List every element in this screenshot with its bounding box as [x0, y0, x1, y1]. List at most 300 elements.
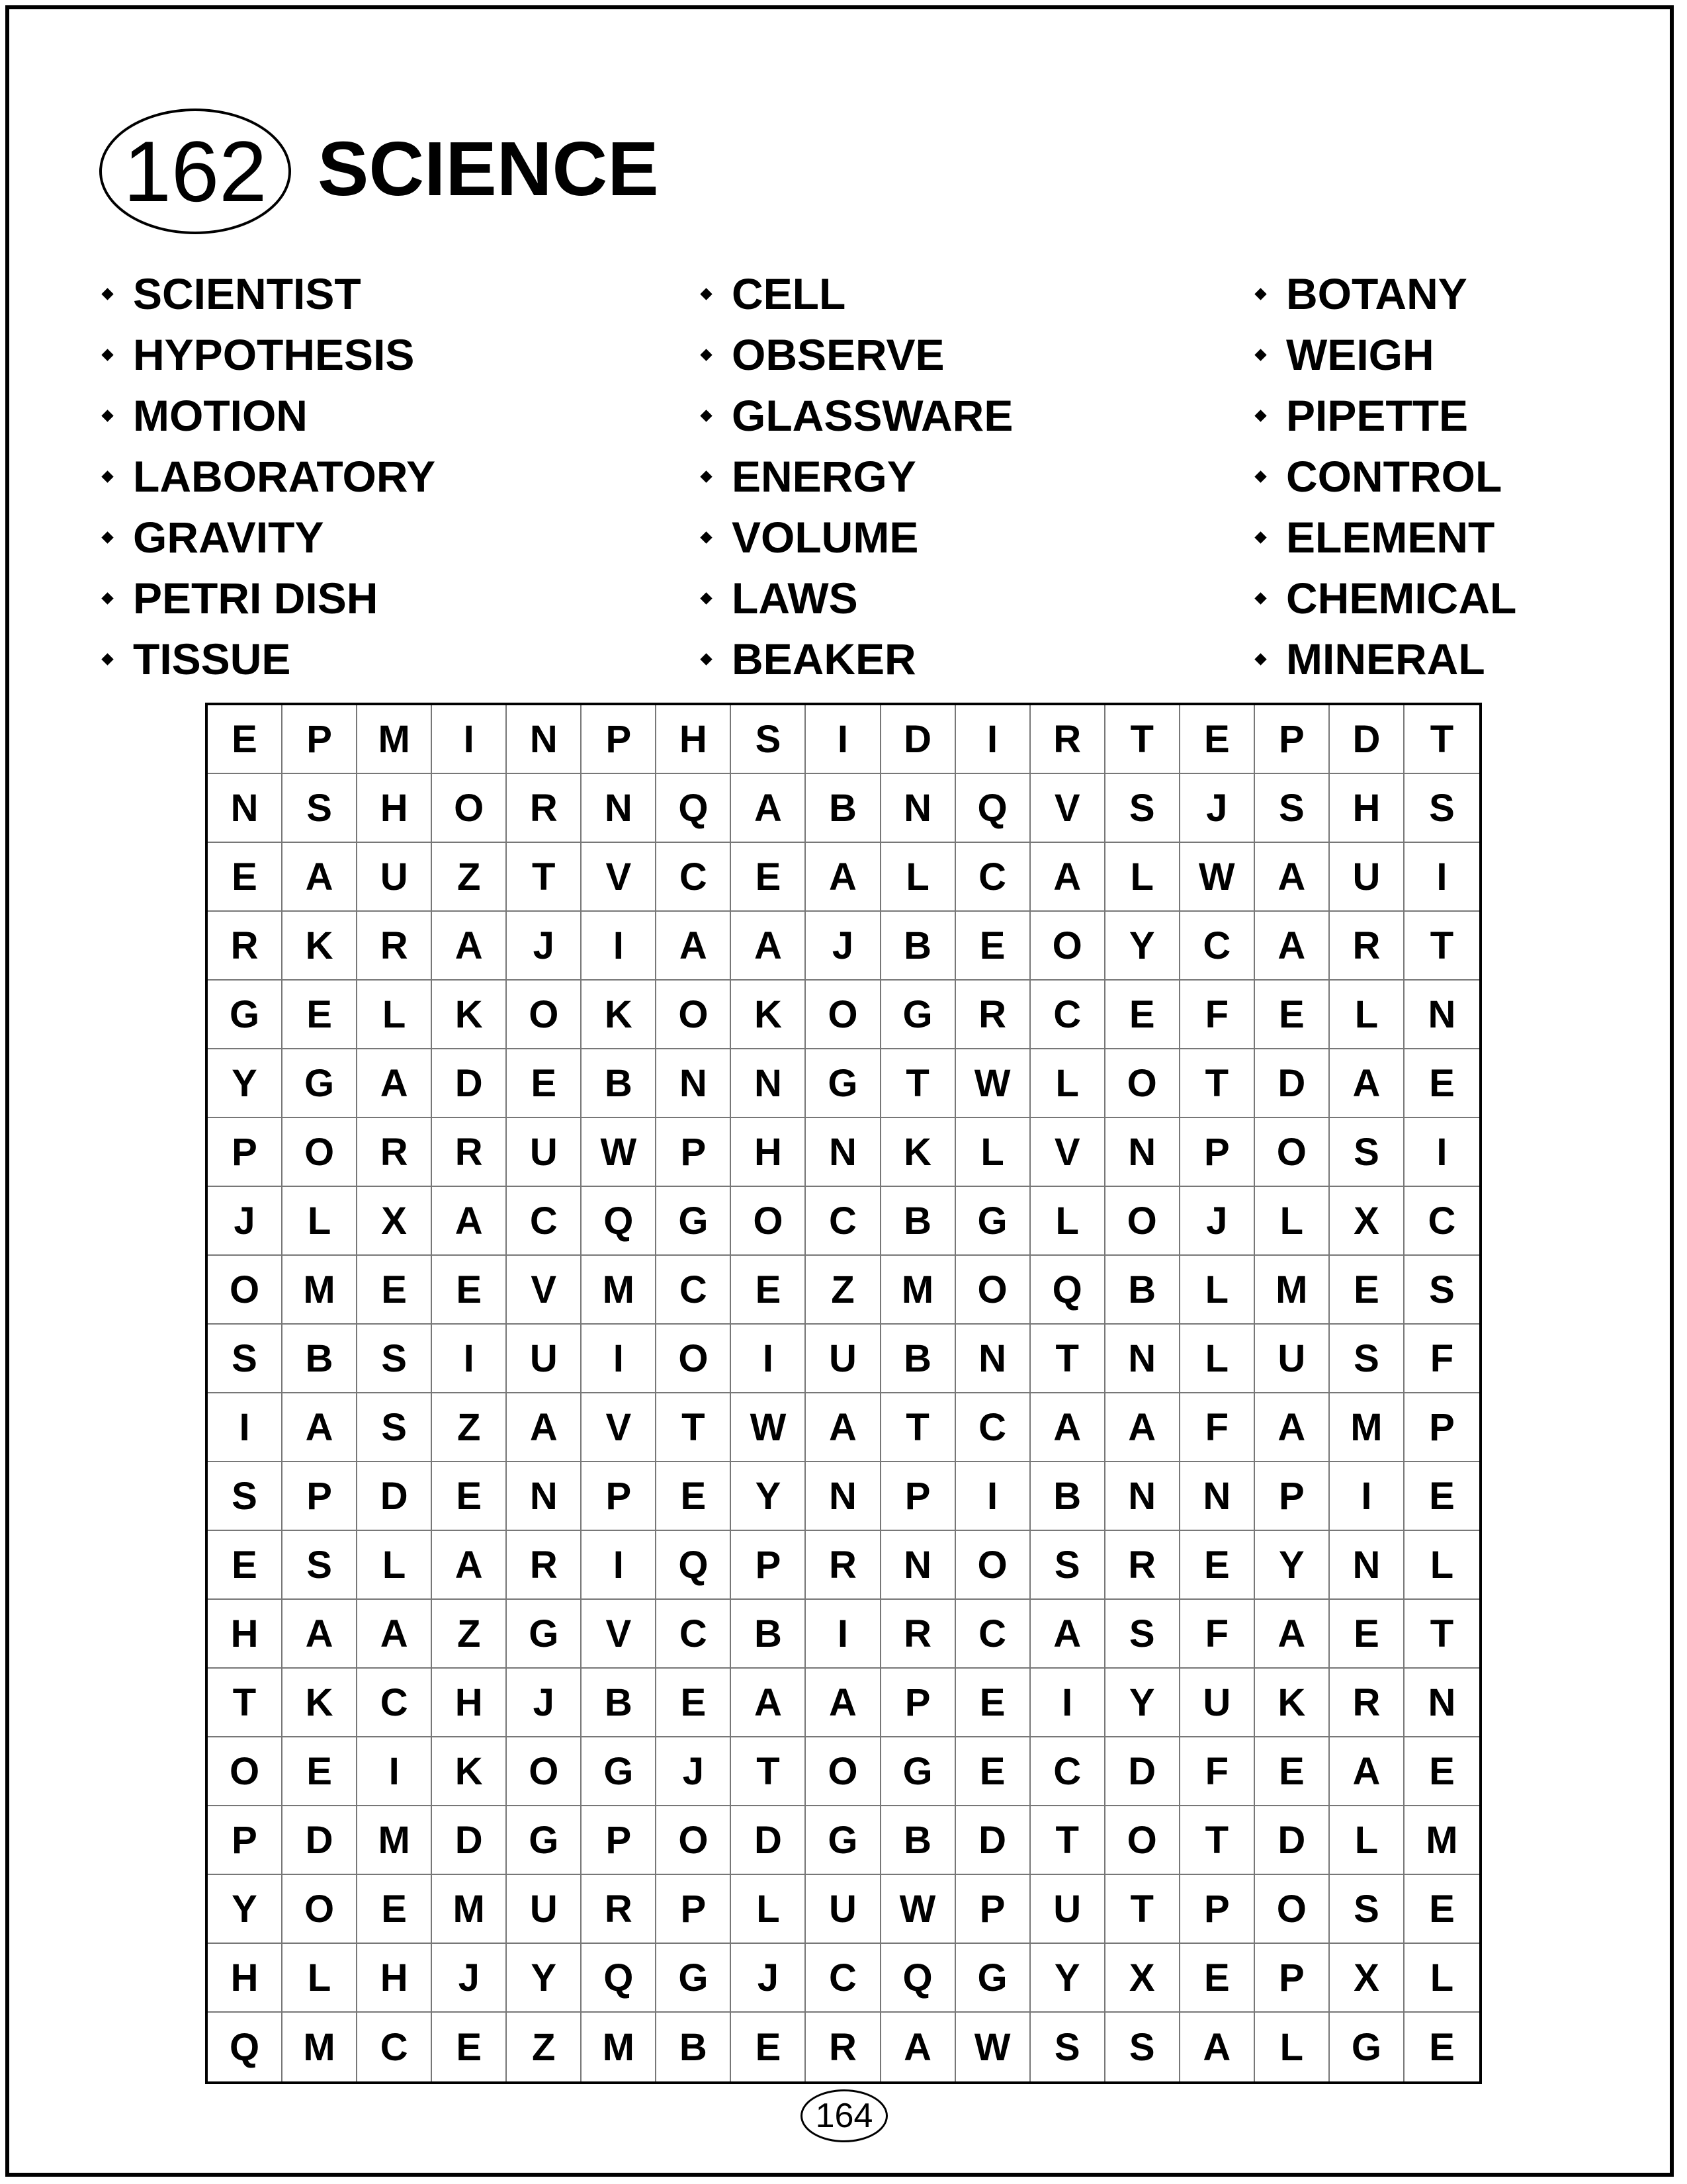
grid-cell[interactable]: A — [806, 1669, 881, 1737]
grid-cell[interactable]: C — [357, 2013, 432, 2081]
grid-cell[interactable]: G — [1330, 2013, 1405, 2081]
grid-cell[interactable]: D — [357, 1462, 432, 1531]
grid-cell[interactable]: R — [1031, 705, 1105, 774]
grid-cell[interactable]: Y — [1255, 1531, 1330, 1600]
grid-cell[interactable]: A — [432, 1187, 507, 1256]
grid-cell[interactable]: E — [1429, 2025, 1455, 2069]
grid-cell[interactable]: A — [1031, 1393, 1105, 1462]
grid-cell[interactable]: S — [357, 1393, 432, 1462]
grid-cell[interactable]: O — [507, 981, 582, 1049]
grid-cell[interactable]: I — [432, 1325, 507, 1393]
grid-cell[interactable]: U — [806, 1325, 881, 1393]
grid-cell[interactable]: P — [1255, 1944, 1330, 2013]
grid-cell[interactable]: Q — [208, 2013, 282, 2081]
grid-cell[interactable]: C — [956, 1600, 1031, 1669]
grid-cell[interactable]: I — [582, 912, 656, 981]
grid-cell[interactable]: U — [1255, 1325, 1330, 1393]
grid-cell[interactable]: O — [1105, 1049, 1180, 1118]
grid-cell[interactable]: W — [956, 1049, 1031, 1118]
grid-cell[interactable]: L — [357, 1531, 432, 1600]
grid-cell[interactable]: F — [1180, 1600, 1255, 1669]
grid-cell[interactable]: S — [1330, 1325, 1405, 1393]
grid-cell[interactable]: H — [208, 1600, 282, 1669]
grid-cell[interactable]: J — [432, 1944, 507, 2013]
grid-cell[interactable]: B — [881, 1325, 956, 1393]
grid-cell[interactable]: A — [1255, 912, 1330, 981]
grid-cell[interactable]: C — [1031, 1737, 1105, 1806]
grid-cell[interactable]: L — [1031, 1187, 1105, 1256]
grid-cell[interactable]: K — [432, 1737, 507, 1806]
grid-cell[interactable]: Q — [582, 1944, 656, 2013]
grid-cell[interactable]: B — [881, 912, 956, 981]
grid-cell[interactable]: S — [1405, 1256, 1479, 1325]
grid-cell[interactable]: B — [1031, 1462, 1105, 1531]
grid-cell[interactable]: I — [806, 705, 881, 774]
grid-cell[interactable]: V — [582, 843, 656, 912]
grid-cell[interactable]: S — [1105, 1600, 1180, 1669]
grid-cell[interactable]: S — [1031, 1531, 1105, 1600]
grid-cell[interactable]: S — [1105, 2013, 1180, 2081]
grid-cell[interactable]: N — [208, 774, 282, 843]
grid-cell[interactable]: V — [507, 1256, 582, 1325]
grid-cell[interactable]: B — [282, 1325, 357, 1393]
grid-cell[interactable]: W — [582, 1118, 656, 1187]
grid-cell[interactable]: I — [1031, 1669, 1105, 1737]
grid-cell[interactable]: T — [1180, 1806, 1255, 1875]
grid-cell[interactable]: N — [507, 1462, 582, 1531]
grid-cell[interactable]: E — [357, 1875, 432, 1944]
grid-cell[interactable]: J — [507, 912, 582, 981]
grid-cell[interactable]: U — [1031, 1875, 1105, 1944]
grid-cell[interactable]: P — [656, 1875, 731, 1944]
grid-cell[interactable]: N — [956, 1325, 1031, 1393]
grid-cell[interactable]: A — [1255, 1600, 1330, 1669]
grid-cell[interactable]: R — [1105, 1531, 1180, 1600]
grid-cell[interactable]: O — [656, 981, 731, 1049]
grid-cell[interactable]: E — [357, 1256, 432, 1325]
grid-cell[interactable]: D — [432, 1049, 507, 1118]
grid-cell[interactable]: F — [1180, 1393, 1255, 1462]
grid-cell[interactable]: P — [582, 1462, 656, 1531]
grid-cell[interactable]: C — [656, 1256, 731, 1325]
grid-cell[interactable]: A — [881, 2013, 956, 2081]
grid-cell[interactable]: O — [956, 1256, 1031, 1325]
grid-cell[interactable]: R — [208, 912, 282, 981]
grid-cell[interactable]: C — [1405, 1187, 1479, 1256]
grid-cell[interactable]: A — [731, 1669, 806, 1737]
grid-cell[interactable]: G — [881, 981, 956, 1049]
grid-cell[interactable]: U — [1180, 1669, 1255, 1737]
grid-cell[interactable]: R — [806, 1531, 881, 1600]
grid-cell[interactable]: I — [582, 1325, 656, 1393]
grid-cell[interactable]: A — [1330, 1737, 1405, 1806]
grid-cell[interactable]: T — [731, 1737, 806, 1806]
grid-cell[interactable]: E — [507, 1049, 582, 1118]
grid-cell[interactable]: N — [881, 1531, 956, 1600]
grid-cell[interactable]: L — [731, 1875, 806, 1944]
grid-cell[interactable]: T — [1405, 1600, 1479, 1669]
grid-cell[interactable]: O — [208, 1737, 282, 1806]
grid-cell[interactable]: I — [208, 1393, 282, 1462]
grid-cell[interactable]: K — [881, 1118, 956, 1187]
grid-cell[interactable]: Z — [507, 2013, 582, 2081]
grid-cell[interactable]: K — [1255, 1669, 1330, 1737]
grid-cell[interactable]: O — [731, 1187, 806, 1256]
grid-cell[interactable]: P — [1180, 1118, 1255, 1187]
grid-cell[interactable]: T — [656, 1393, 731, 1462]
grid-cell[interactable]: G — [881, 1737, 956, 1806]
grid-cell[interactable]: U — [507, 1325, 582, 1393]
grid-cell[interactable]: A — [507, 1393, 582, 1462]
grid-cell[interactable]: R — [507, 774, 582, 843]
grid-cell[interactable]: P — [1180, 1875, 1255, 1944]
grid-cell[interactable]: N — [507, 705, 582, 774]
grid-cell[interactable]: M — [357, 705, 432, 774]
grid-cell[interactable]: A — [282, 1600, 357, 1669]
grid-cell[interactable]: I — [956, 705, 1031, 774]
grid-cell[interactable]: S — [1405, 774, 1479, 843]
grid-cell[interactable]: I — [1330, 1462, 1405, 1531]
grid-cell[interactable]: G — [507, 1806, 582, 1875]
grid-cell[interactable]: L — [1405, 1944, 1479, 2013]
grid-cell[interactable]: X — [1330, 1187, 1405, 1256]
grid-cell[interactable]: C — [956, 843, 1031, 912]
grid-cell[interactable]: E — [656, 1462, 731, 1531]
grid-cell[interactable]: Y — [208, 1049, 282, 1118]
grid-cell[interactable]: F — [1180, 1737, 1255, 1806]
grid-cell[interactable]: D — [1255, 1049, 1330, 1118]
grid-cell[interactable]: J — [507, 1669, 582, 1737]
grid-cell[interactable]: D — [1330, 705, 1405, 774]
grid-cell[interactable]: L — [1405, 1531, 1479, 1600]
grid-cell[interactable]: N — [731, 1049, 806, 1118]
grid-cell[interactable]: A — [357, 1049, 432, 1118]
grid-cell[interactable]: U — [357, 843, 432, 912]
grid-cell[interactable]: C — [656, 1600, 731, 1669]
grid-cell[interactable]: G — [956, 1944, 1031, 2013]
grid-cell[interactable]: R — [806, 2013, 881, 2081]
grid-cell[interactable]: H — [208, 1944, 282, 2013]
grid-cell[interactable]: O — [507, 1737, 582, 1806]
grid-cell[interactable]: K — [282, 912, 357, 981]
grid-cell[interactable]: O — [208, 1256, 282, 1325]
grid-cell[interactable]: A — [282, 843, 357, 912]
grid-cell[interactable]: Q — [881, 1944, 956, 2013]
grid-cell[interactable]: A — [731, 912, 806, 981]
grid-cell[interactable]: A — [1105, 1393, 1180, 1462]
grid-cell[interactable]: E — [1405, 1875, 1479, 1944]
grid-cell[interactable]: E — [282, 1737, 357, 1806]
grid-cell[interactable]: J — [806, 912, 881, 981]
grid-cell[interactable]: T — [881, 1049, 956, 1118]
grid-cell[interactable]: E — [1180, 705, 1255, 774]
grid-cell[interactable]: M — [582, 1256, 656, 1325]
grid-cell[interactable]: X — [1330, 1944, 1405, 2013]
grid-cell[interactable]: L — [1180, 1325, 1255, 1393]
grid-cell[interactable]: N — [1105, 1118, 1180, 1187]
grid-cell[interactable]: E — [208, 705, 282, 774]
grid-cell[interactable]: R — [956, 981, 1031, 1049]
grid-cell[interactable]: Q — [656, 1531, 731, 1600]
grid-cell[interactable]: S — [282, 1531, 357, 1600]
grid-cell[interactable]: O — [1105, 1187, 1180, 1256]
grid-cell[interactable]: A — [1180, 2013, 1255, 2081]
grid-cell[interactable]: D — [1105, 1737, 1180, 1806]
grid-cell[interactable]: O — [282, 1875, 357, 1944]
grid-cell[interactable]: O — [1255, 1875, 1330, 1944]
grid-cell[interactable]: E — [1180, 1531, 1255, 1600]
grid-cell[interactable]: U — [507, 1118, 582, 1187]
grid-cell[interactable]: O — [656, 1806, 731, 1875]
grid-cell[interactable]: E — [208, 843, 282, 912]
grid-cell[interactable]: N — [1405, 1669, 1479, 1737]
grid-cell[interactable]: O — [1255, 1118, 1330, 1187]
grid-cell[interactable]: M — [282, 1256, 357, 1325]
grid-cell[interactable]: T — [1105, 1875, 1180, 1944]
grid-cell[interactable]: E — [731, 1256, 806, 1325]
grid-cell[interactable]: E — [956, 1669, 1031, 1737]
grid-cell[interactable]: B — [881, 1187, 956, 1256]
grid-cell[interactable]: T — [1031, 1325, 1105, 1393]
grid-cell[interactable]: B — [806, 774, 881, 843]
grid-cell[interactable]: R — [507, 1531, 582, 1600]
grid-cell[interactable]: T — [881, 1393, 956, 1462]
grid-cell[interactable]: N — [806, 1462, 881, 1531]
grid-cell[interactable]: P — [282, 1462, 357, 1531]
grid-cell[interactable]: J — [1180, 1187, 1255, 1256]
grid-cell[interactable]: E — [731, 2013, 806, 2081]
grid-cell[interactable]: S — [731, 705, 806, 774]
grid-cell[interactable]: Y — [1031, 1944, 1105, 2013]
grid-cell[interactable]: F — [1180, 981, 1255, 1049]
grid-cell[interactable]: S — [208, 1462, 282, 1531]
grid-cell[interactable]: P — [731, 1531, 806, 1600]
grid-cell[interactable]: B — [656, 2013, 731, 2081]
grid-cell[interactable]: D — [731, 1806, 806, 1875]
grid-cell[interactable]: R — [357, 1118, 432, 1187]
grid-cell[interactable]: M — [357, 1806, 432, 1875]
grid-cell[interactable]: B — [1105, 1256, 1180, 1325]
grid-cell[interactable]: N — [1180, 1462, 1255, 1531]
grid-cell[interactable]: R — [1330, 912, 1405, 981]
grid-cell[interactable]: M — [1330, 1393, 1405, 1462]
grid-cell[interactable]: X — [1105, 1944, 1180, 2013]
grid-cell[interactable]: E — [432, 1256, 507, 1325]
grid-cell[interactable]: E — [731, 843, 806, 912]
grid-cell[interactable]: A — [806, 843, 881, 912]
grid-cell[interactable]: Y — [507, 1944, 582, 2013]
grid-cell[interactable]: S — [1255, 774, 1330, 843]
grid-cell[interactable]: O — [806, 1737, 881, 1806]
grid-cell[interactable]: G — [656, 1944, 731, 2013]
grid-cell[interactable]: O — [432, 774, 507, 843]
grid-cell[interactable]: P — [208, 1118, 282, 1187]
grid-cell[interactable]: N — [582, 774, 656, 843]
grid-cell[interactable]: O — [956, 1531, 1031, 1600]
grid-cell[interactable]: S — [1330, 1118, 1405, 1187]
grid-cell[interactable]: G — [806, 1049, 881, 1118]
grid-cell[interactable]: A — [731, 774, 806, 843]
grid-cell[interactable]: P — [1255, 705, 1330, 774]
grid-cell[interactable]: C — [357, 1669, 432, 1737]
grid-cell[interactable]: J — [208, 1187, 282, 1256]
grid-cell[interactable]: Q — [582, 1187, 656, 1256]
grid-cell[interactable]: L — [1330, 981, 1405, 1049]
grid-cell[interactable]: L — [881, 843, 956, 912]
grid-cell[interactable]: E — [432, 2013, 507, 2081]
grid-cell[interactable]: P — [656, 1118, 731, 1187]
grid-cell[interactable]: L — [282, 1944, 357, 2013]
grid-cell[interactable]: V — [582, 1600, 656, 1669]
grid-cell[interactable]: M — [582, 2013, 656, 2081]
grid-cell[interactable]: L — [1031, 1049, 1105, 1118]
grid-cell[interactable]: K — [731, 981, 806, 1049]
grid-cell[interactable]: B — [881, 1806, 956, 1875]
grid-cell[interactable]: O — [1031, 912, 1105, 981]
grid-cell[interactable]: E — [1330, 1600, 1405, 1669]
grid-cell[interactable]: G — [956, 1187, 1031, 1256]
grid-cell[interactable]: E — [282, 981, 357, 1049]
grid-cell[interactable]: T — [208, 1669, 282, 1737]
grid-cell[interactable]: C — [806, 1187, 881, 1256]
grid-cell[interactable]: L — [1180, 1256, 1255, 1325]
grid-cell[interactable]: N — [1105, 1325, 1180, 1393]
grid-cell[interactable]: O — [1105, 1806, 1180, 1875]
grid-cell[interactable]: V — [582, 1393, 656, 1462]
grid-cell[interactable]: H — [357, 1944, 432, 2013]
grid-cell[interactable]: P — [582, 1806, 656, 1875]
grid-cell[interactable]: P — [1405, 1393, 1479, 1462]
grid-cell[interactable]: D — [432, 1806, 507, 1875]
grid-cell[interactable]: E — [1330, 1256, 1405, 1325]
grid-cell[interactable]: C — [806, 1944, 881, 2013]
grid-cell[interactable]: N — [1330, 1531, 1405, 1600]
grid-cell[interactable]: E — [1255, 981, 1330, 1049]
grid-cell[interactable]: G — [806, 1806, 881, 1875]
grid-cell[interactable]: Z — [432, 1600, 507, 1669]
grid-cell[interactable]: S — [1330, 1875, 1405, 1944]
grid-cell[interactable]: E — [208, 1531, 282, 1600]
grid-cell[interactable]: T — [1180, 1049, 1255, 1118]
grid-cell[interactable]: S — [1105, 774, 1180, 843]
grid-cell[interactable]: J — [1180, 774, 1255, 843]
grid-cell[interactable]: A — [1031, 1600, 1105, 1669]
grid-cell[interactable]: M — [282, 2013, 357, 2081]
grid-cell[interactable]: Q — [956, 774, 1031, 843]
grid-cell[interactable]: G — [507, 1600, 582, 1669]
grid-cell[interactable]: B — [731, 1600, 806, 1669]
grid-cell[interactable]: K — [432, 981, 507, 1049]
grid-cell[interactable]: Y — [1105, 912, 1180, 981]
grid-cell[interactable]: P — [881, 1669, 956, 1737]
grid-cell[interactable]: A — [806, 1393, 881, 1462]
grid-cell[interactable]: H — [731, 1118, 806, 1187]
grid-cell[interactable]: N — [1405, 981, 1479, 1049]
grid-cell[interactable]: E — [656, 1669, 731, 1737]
grid-cell[interactable]: Z — [432, 1393, 507, 1462]
grid-cell[interactable]: S — [1031, 2013, 1105, 2081]
grid-cell[interactable]: L — [956, 1118, 1031, 1187]
grid-cell[interactable]: E — [432, 1462, 507, 1531]
grid-cell[interactable]: K — [282, 1669, 357, 1737]
grid-cell[interactable]: N — [656, 1049, 731, 1118]
grid-cell[interactable]: G — [208, 981, 282, 1049]
grid-cell[interactable]: A — [1255, 1393, 1330, 1462]
grid-cell[interactable]: S — [208, 1325, 282, 1393]
grid-cell[interactable]: E — [1405, 1462, 1479, 1531]
grid-cell[interactable]: W — [881, 1875, 956, 1944]
grid-cell[interactable]: I — [1405, 1118, 1479, 1187]
grid-cell[interactable]: D — [1255, 1806, 1330, 1875]
grid-cell[interactable]: J — [731, 1944, 806, 2013]
grid-cell[interactable]: R — [1330, 1669, 1405, 1737]
grid-cell[interactable]: R — [582, 1875, 656, 1944]
grid-cell[interactable]: W — [1180, 843, 1255, 912]
grid-cell[interactable]: R — [432, 1118, 507, 1187]
grid-cell[interactable]: L — [282, 1187, 357, 1256]
grid-cell[interactable]: I — [357, 1737, 432, 1806]
grid-cell[interactable]: B — [582, 1669, 656, 1737]
grid-cell[interactable]: A — [357, 1600, 432, 1669]
grid-cell[interactable]: N — [881, 774, 956, 843]
grid-cell[interactable]: I — [582, 1531, 656, 1600]
grid-cell[interactable]: P — [1255, 1462, 1330, 1531]
grid-cell[interactable]: E — [1405, 1737, 1479, 1806]
grid-cell[interactable]: A — [432, 912, 507, 981]
grid-cell[interactable]: E — [1180, 1944, 1255, 2013]
grid-cell[interactable]: A — [1031, 843, 1105, 912]
grid-cell[interactable]: L — [1105, 843, 1180, 912]
grid-cell[interactable]: N — [1105, 1462, 1180, 1531]
grid-cell[interactable]: C — [656, 843, 731, 912]
grid-cell[interactable]: E — [1105, 981, 1180, 1049]
grid-cell[interactable]: X — [357, 1187, 432, 1256]
grid-cell[interactable]: A — [432, 1531, 507, 1600]
grid-cell[interactable]: K — [582, 981, 656, 1049]
grid-cell[interactable]: Z — [432, 843, 507, 912]
grid-cell[interactable]: R — [881, 1600, 956, 1669]
grid-cell[interactable]: V — [1031, 1118, 1105, 1187]
grid-cell[interactable]: B — [582, 1049, 656, 1118]
grid-cell[interactable]: T — [507, 843, 582, 912]
grid-cell[interactable]: A — [656, 912, 731, 981]
grid-cell[interactable]: T — [1405, 705, 1479, 774]
grid-cell[interactable]: I — [956, 1462, 1031, 1531]
grid-cell[interactable]: P — [582, 705, 656, 774]
grid-cell[interactable]: N — [806, 1118, 881, 1187]
grid-cell[interactable]: G — [282, 1049, 357, 1118]
grid-cell[interactable]: P — [881, 1462, 956, 1531]
grid-cell[interactable]: C — [956, 1393, 1031, 1462]
grid-cell[interactable]: H — [357, 774, 432, 843]
grid-cell[interactable]: H — [1330, 774, 1405, 843]
grid-cell[interactable]: T — [1105, 705, 1180, 774]
grid-cell[interactable]: L — [1255, 2013, 1330, 2081]
grid-cell[interactable]: Z — [806, 1256, 881, 1325]
grid-cell[interactable]: C — [507, 1187, 582, 1256]
grid-cell[interactable]: D — [282, 1806, 357, 1875]
grid-cell[interactable]: U — [806, 1875, 881, 1944]
grid-cell[interactable]: I — [432, 705, 507, 774]
grid-cell[interactable]: H — [656, 705, 731, 774]
grid-cell[interactable]: D — [956, 1806, 1031, 1875]
grid-cell[interactable]: C — [1180, 912, 1255, 981]
grid-cell[interactable]: E — [956, 1737, 1031, 1806]
grid-cell[interactable]: S — [282, 774, 357, 843]
grid-cell[interactable]: E — [1255, 1737, 1330, 1806]
grid-cell[interactable]: A — [1330, 1049, 1405, 1118]
grid-cell[interactable]: L — [357, 981, 432, 1049]
